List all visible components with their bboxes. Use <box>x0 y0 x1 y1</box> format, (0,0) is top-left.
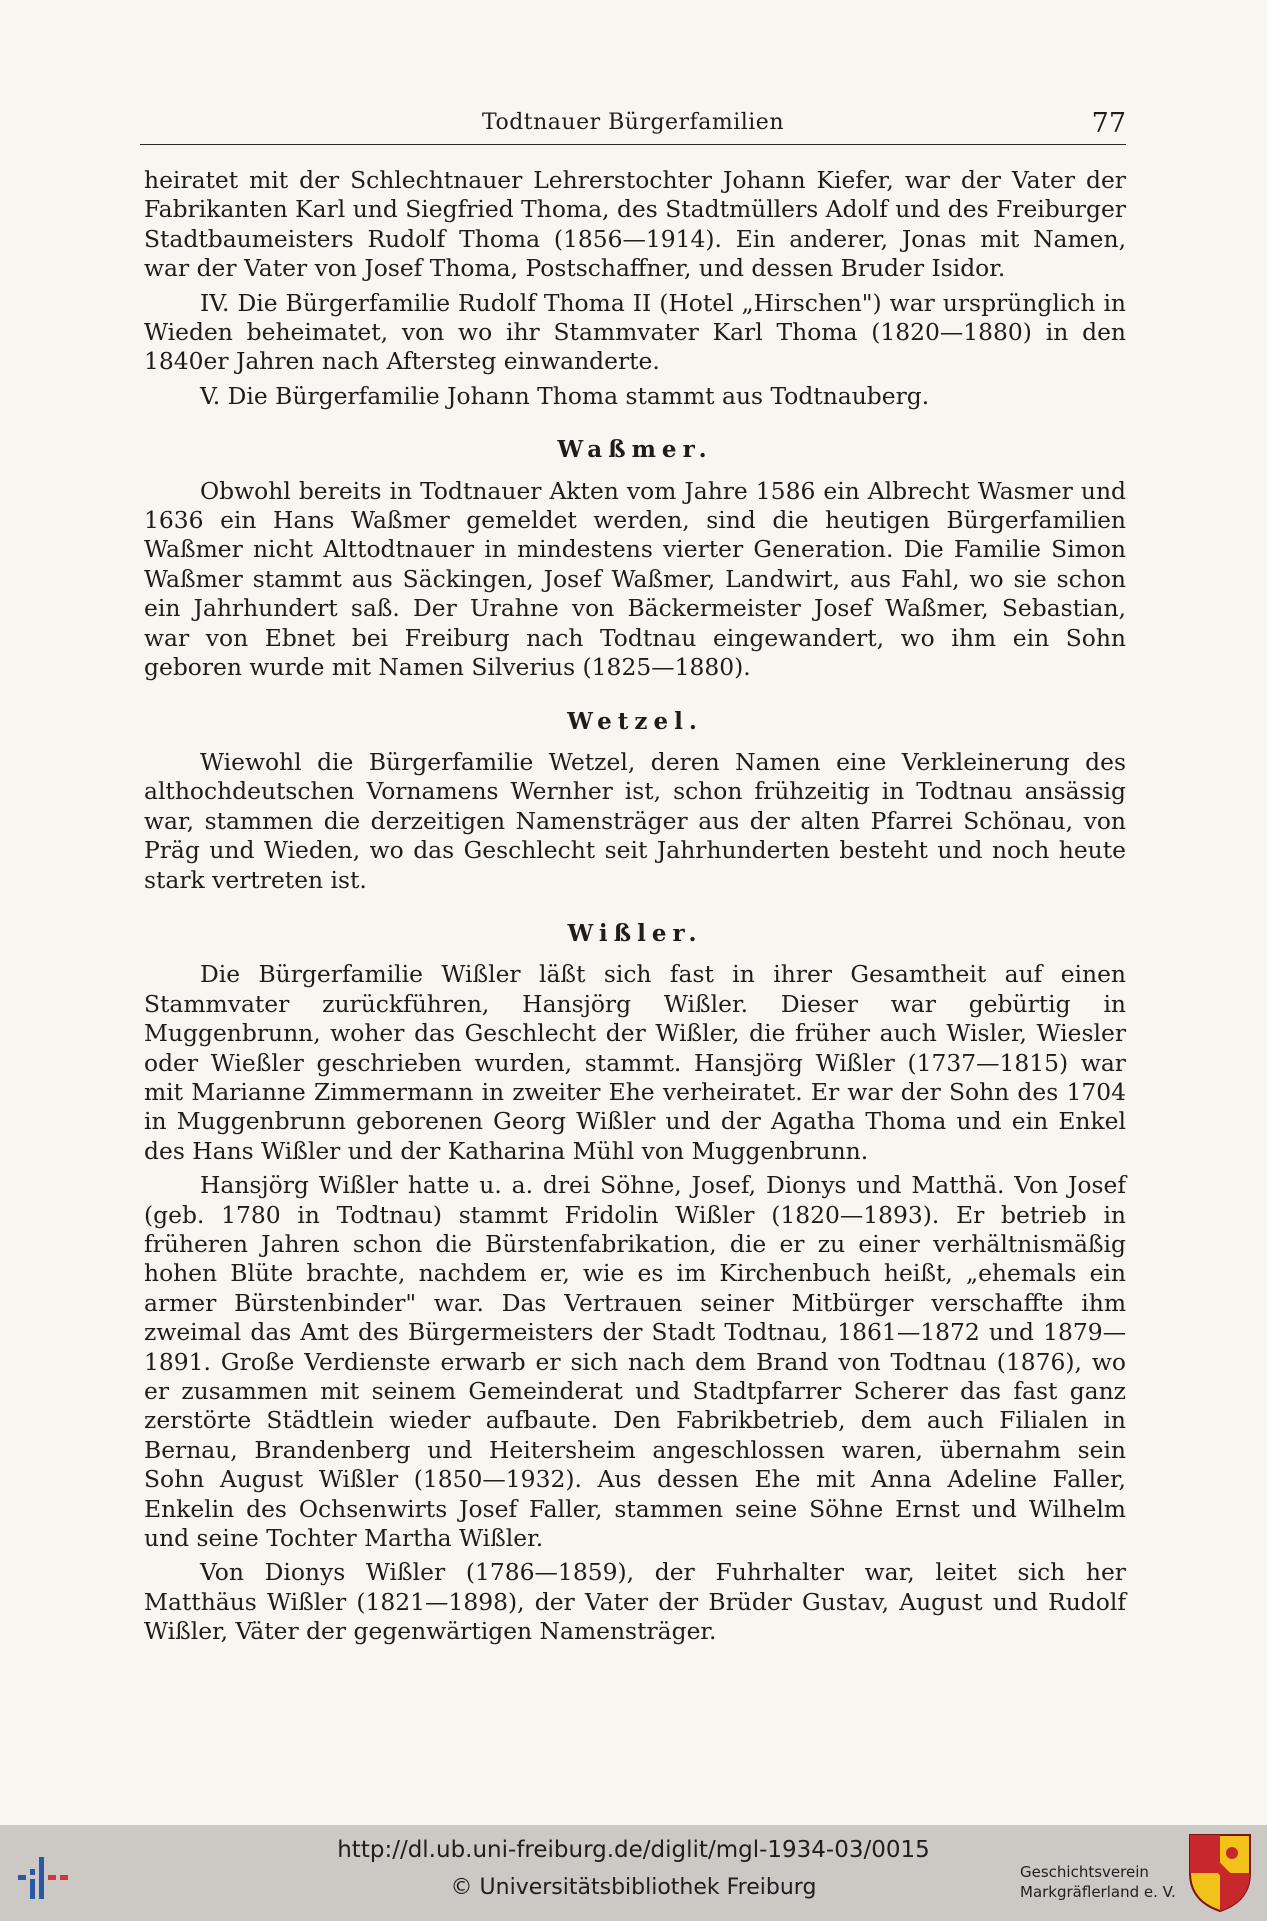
running-header <box>140 108 1126 145</box>
paragraph: Von Dionys Wißler (1786—1859), der Fuhrhalter war, leitet sich her Matthäus Wißler (1821—1898), der Vater der Brüder Gustav, August und Rudolf Wißler, Väter der gegenwärtigen Namensträger. <box>144 1558 1126 1646</box>
paragraph: V. Die Bürgerfamilie Johann Thoma stammt aus Todtnauberg. <box>200 381 930 410</box>
paragraph: IV. Die Bürgerfamilie Rudolf Thoma II (Hotel „Hirschen") war ursprünglich in Wieden beheimatet, von wo ihr Stammvater Karl Thoma (1820—1880) in den 1840er Jahren nach Aftersteg einwanderte. <box>144 288 1126 376</box>
society-name <box>1020 1862 1180 1902</box>
section-heading-wassmer: Waßmer. <box>557 436 713 464</box>
page-number: 77 <box>1091 108 1126 139</box>
paragraph: Hansjörg Wißler hatte u. a. drei Söhne, Josef, Dionys und Matthä. Von Josef (geb. 1780 in Todtnau) stammt Fridolin Wißler (1820—1893). Er betrieb in früheren Jahren schon die Bürstenfabrikation, die er zu einer verhältnismäßig hohen Blüte brachte, nachdem er, wie es im Kirchenbuch heißt, „ehemals ein armer Bürstenbinder" war. Das Vertrauen seiner Mitbürger verschaffte ihm zweimal das Amt des Bürgermeisters der Stadt Todtnau, 1861—1872 und 1879—1891. Große Verdienste erwarb er sich nach dem Brand von Todtnau (1876), wo er zusammen mit seinem Gemeinderat und Stadtpfarrer Scherer das fast ganz zerstörte Städtlein wieder aufbaute. Den Fabrikbetrieb, dem auch Filialen in Bernau, Brandenberg und Heitersheim angeschlossen waren, übernahm sein Sohn August Wißler (1850—1932). Aus dessen Ehe mit Anna Adeline Faller, Enkelin des Ochsenwirts Josef Faller, stammen seine Söhne Ernst und Wilhelm und seine Tochter Martha Wißler. <box>144 1171 1126 1553</box>
running-title: Todtnauer Bürgerfamilien <box>481 110 784 135</box>
article-body <box>144 166 1126 1647</box>
copyright-notice: © Universitätsbibliothek Freiburg <box>450 1875 817 1900</box>
source-url-link[interactable]: http://dl.ub.uni-freiburg.de/diglit/mgl-1934-03/0015 <box>337 1837 930 1863</box>
paragraph: Wiewohl die Bürgerfamilie Wetzel, deren Namen eine Verkleinerung des althochdeutschen Vornamens Wernher ist, schon frühzeitig in Todtnau ansässig war, stammen die derzeitigen Namensträger aus der alten Pfarrei Schönau, von Präg und Wieden, wo das Geschlecht seit Jahrhunderten besteht und noch heute stark vertreten ist. <box>144 747 1126 894</box>
paragraph: Obwohl bereits in Todtnauer Akten vom Jahre 1586 ein Albrecht Wasmer und 1636 ein Hans Waßmer gemeldet werden, sind die heutigen Bürgerfamilien Waßmer nicht Alttodtnauer in mindestens vierter Generation. Die Familie Simon Waßmer stammt aus Säckingen, Josef Waßmer, Landwirt, aus Fahl, wo sie schon ein Jahrhundert saß. Der Urahne von Bäckermeister Josef Waßmer, Sebastian, war von Ebnet bei Freiburg nach Todtnau eingewandert, wo ihm ein Sohn geboren wurde mit Namen Silverius (1825—1880). <box>144 476 1126 682</box>
footer-bar <box>0 1825 1267 1921</box>
coat-of-arms-icon[interactable] <box>1188 1833 1252 1913</box>
society-name-line: Markgräflerland e. V. <box>1020 1883 1176 1901</box>
section-heading-wissler: Wißler. <box>567 919 703 947</box>
section-heading-wetzel: Wetzel. <box>567 707 703 735</box>
paragraph: heiratet mit der Schlechtnauer Lehrerstochter Johann Kiefer, war der Vater der Fabrikanten Karl und Siegfried Thoma, des Stadtmüllers Adolf und des Freiburger Stadtbaumeisters Rudolf Thoma (1856—1914). Ein anderer, Jonas mit Namen, war der Vater von Josef Thoma, Postschaffner, und dessen Bruder Isidor. <box>144 166 1126 283</box>
society-name-line: Geschichtsverein <box>1020 1863 1149 1881</box>
paragraph: Die Bürgerfamilie Wißler läßt sich fast in ihrer Gesamtheit auf einen Stammvater zurückführen, Hansjörg Wißler. Dieser war gebürtig in Muggenbrunn, woher das Geschlecht der Wißler, die früher auch Wisler, Wiesler oder Wießler geschrieben wurden, stammt. Hansjörg Wißler (1737—1815) war mit Marianne Zimmermann in zweiter Ehe verheiratet. Er war der Sohn des 1704 in Muggenbrunn geborenen Georg Wißler und der Agatha Thoma und ein Enkel des Hans Wißler und der Katharina Mühl von Muggenbrunn. <box>144 960 1126 1165</box>
